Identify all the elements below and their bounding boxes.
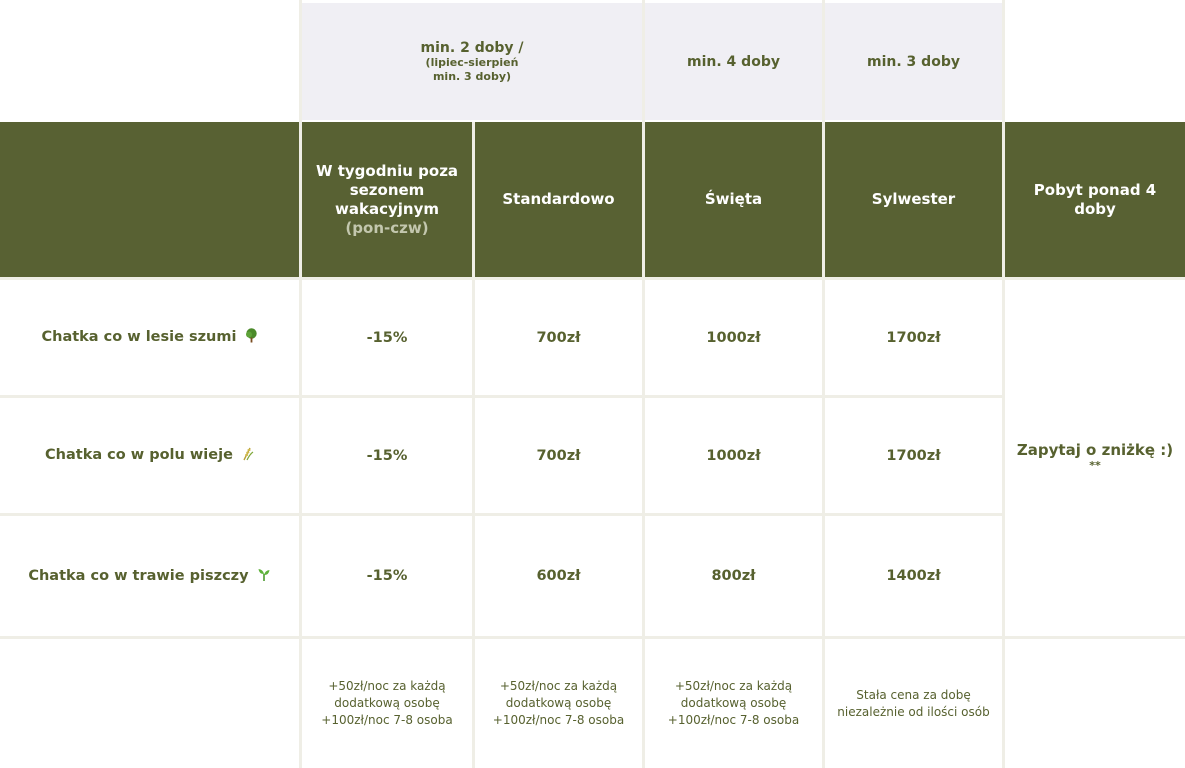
price-grass-newyear: 1400zł [886,568,941,584]
note-holidays-line2: dodatkową osobę [680,696,787,710]
header-row-bg [0,122,299,277]
header-weekday [302,122,472,277]
min-stay-4-nights [645,3,822,120]
header-newyear [825,122,1002,277]
min-stay-2-nights [302,3,642,120]
price-field-holidays: 1000zł [706,447,761,464]
min-stay-4-label: min. 4 doby [687,53,780,70]
note-newyear [825,639,1002,768]
price-forest-newyear: 1700zł [886,329,941,346]
header-weekday-line2: sezonem [349,180,425,199]
note-holidays [645,639,822,768]
price-field-newyear: 1700zł [886,447,941,464]
min-stay-2-line3: min. 3 doby) [432,69,512,83]
price-forest-weekday: -15% [366,329,408,346]
discount-text: Zapytaj o zniżkę :) [1016,441,1174,459]
note-weekday-line1: +50zł/noc za każdą [328,679,446,693]
note-weekday [302,639,472,768]
sprout-icon [257,567,271,586]
header-newyear-label: Sylwester [871,190,956,208]
note-holidays-line1: +50zł/noc za każdą [674,679,793,693]
note-newyear-line1: Stała cena za dobę [856,687,971,702]
cabin-name-forest-label: Chatka co w lesie szumi [41,329,237,345]
header-weekday-line3: wakacyjnym [335,199,439,218]
tree-icon [245,328,258,347]
price-forest-standard: 700zł [536,329,581,346]
cabin-name-grass [0,516,299,636]
note-holidays-line3: +100zł/noc 7-8 osoba [667,713,800,727]
price-grass-holidays: 800zł [711,568,756,584]
cabin-name-forest [0,280,299,395]
header-standard [475,122,642,277]
header-longstay-line1: Pobyt ponad 4 [1033,180,1157,199]
discount-footnote-mark: ** [1089,459,1101,472]
header-holidays-label: Święta [704,190,763,208]
cabin-name-grass-label: Chatka co w trawie piszczy [28,567,249,584]
header-standard-label: Standardowo [502,190,615,208]
note-standard-line1: +50zł/noc za każdą [499,679,618,693]
price-field-standard: 700zł [536,447,581,464]
min-stay-3-nights [825,3,1002,120]
price-grass-weekday: -15% [366,568,408,584]
cabin-name-field-label: Chatka co w polu wieje [45,447,233,463]
wheat-icon [241,446,254,465]
note-weekday-line2: dodatkową osobę [334,696,440,710]
note-standard-line3: +100zł/noc 7-8 osoba [492,713,625,727]
price-forest-holidays: 1000zł [706,329,761,346]
header-weekday-line1: W tygodniu poza [315,161,459,180]
price-grass-standard: 600zł [536,568,581,584]
header-longstay [1005,122,1185,277]
note-standard [475,639,642,768]
min-stay-2-line2: (lipiec-sierpień [425,55,519,69]
note-newyear-line2: niezależnie od ilości osób [837,704,990,719]
header-weekday-sub: (pon-czw) [345,218,429,237]
cabin-name-field [0,398,299,513]
discount-cell [1005,280,1185,636]
min-stay-2-line1: min. 2 doby / [420,39,524,56]
note-standard-line2: dodatkową osobę [505,696,612,710]
note-weekday-line3: +100zł/noc 7-8 osoba [321,713,453,727]
price-field-weekday: -15% [366,447,408,464]
header-holidays [645,122,822,277]
min-stay-3-label: min. 3 doby [867,53,960,70]
header-longstay-line2: doby [1074,199,1116,218]
